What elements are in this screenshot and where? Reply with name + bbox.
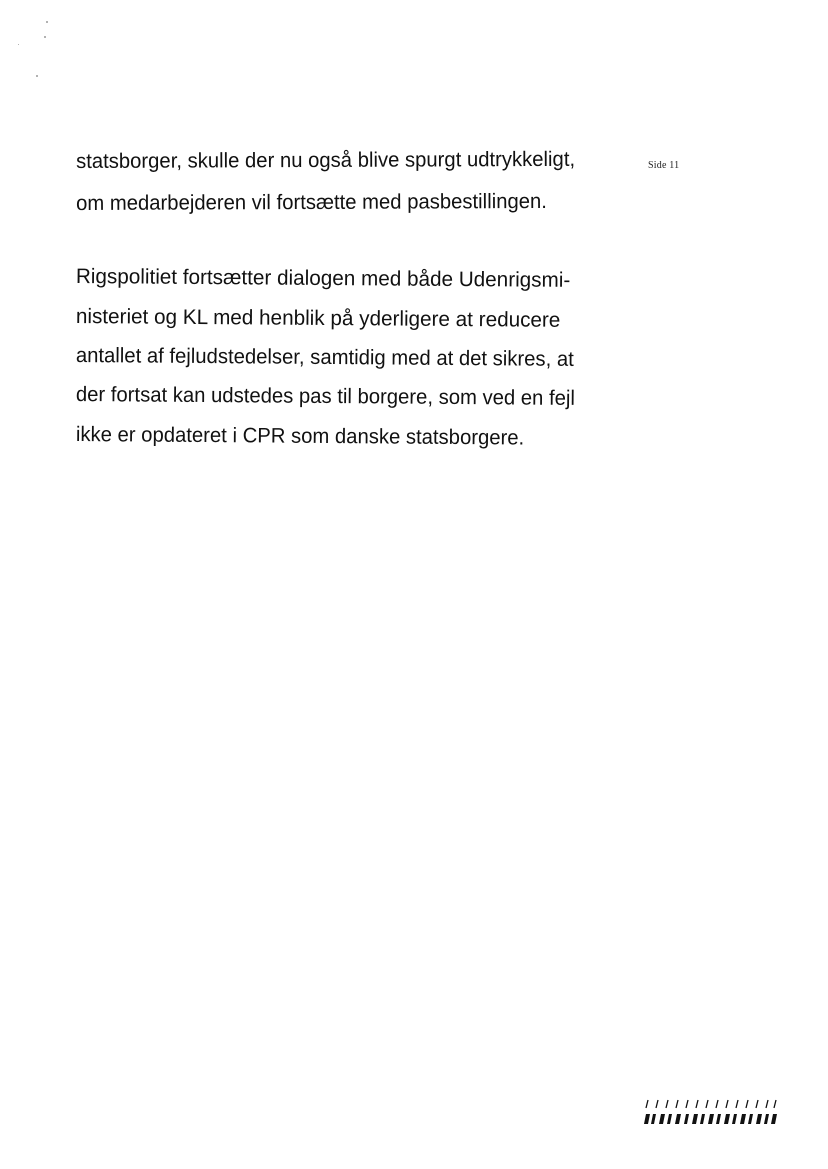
barcode-thin-row: [646, 1100, 776, 1108]
page-number-label: Side 11: [648, 160, 680, 171]
barcode-thick-row: [644, 1114, 777, 1124]
scan-speck: [44, 36, 46, 38]
scan-barcode-mark: [642, 1098, 778, 1126]
scan-speck: [18, 44, 19, 45]
scan-speck: [36, 75, 38, 77]
text-line: om medarbejderen vil fortsætte med pasbestillingen.: [75, 189, 547, 215]
text-line: nisteriet og KL med henblik på yderligere at reducere: [75, 305, 561, 332]
text-line: der fortsat kan udstedes pas til borgere, som ved en fejl: [75, 383, 576, 410]
text-line: Rigspolitiet fortsætter dialogen med både Udenrigsmi-: [75, 265, 571, 292]
text-line: statsborger, skulle der nu også blive spurgt udtrykkeligt,: [75, 147, 576, 173]
scan-speck: [46, 21, 48, 23]
text-line: antallet af fejludstedelser, samtidig med at det sikres, at: [75, 344, 574, 371]
text-line: ikke er opdateret i CPR som danske statsborgere.: [75, 423, 525, 450]
